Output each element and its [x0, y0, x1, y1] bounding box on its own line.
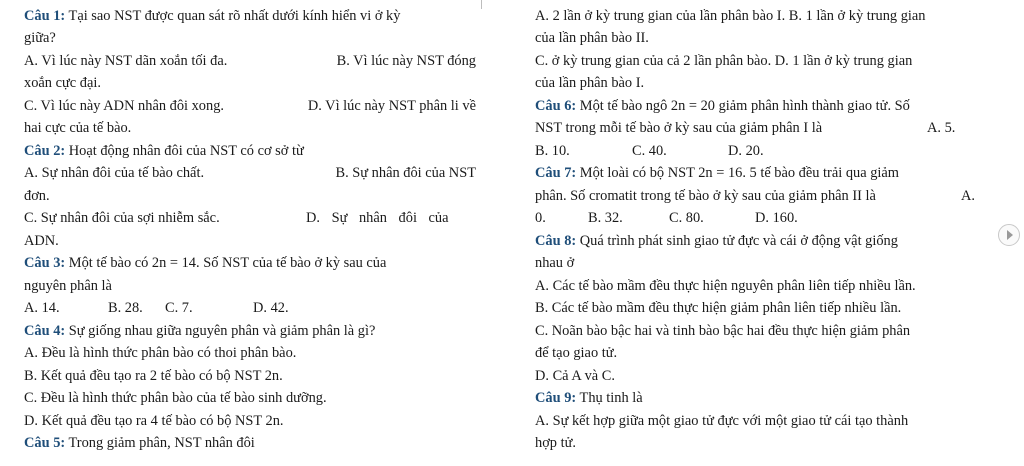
- q3-option-a: A. 14.: [24, 300, 60, 316]
- q1-line: [24, 6, 476, 27]
- q7-option-c: C. 80.: [669, 210, 704, 226]
- q2-option-d-cont: ADN.: [24, 233, 59, 249]
- q1-option-b: B. Vì lúc này NST đóng: [336, 53, 476, 69]
- q5-label: Câu 5:: [24, 435, 66, 451]
- q9-stem: Thụ tinh là: [576, 390, 643, 406]
- q1-option-a: A. Vì lúc này NST dãn xoắn tối đa.: [24, 53, 228, 69]
- q9-line: [535, 388, 980, 409]
- q4-option-d: D. Kết quả đều tạo ra 4 tế bào có bộ NST 2n.: [24, 413, 284, 429]
- q8-option-c-cont: để tạo giao tử.: [535, 345, 618, 361]
- q5-options-line3: C. ở kỳ trung gian của cả 2 lần phân bào. D. 1 lần ở kỳ trung gian: [535, 53, 913, 69]
- q1-options-cd: [24, 96, 476, 117]
- q3-stem: Một tế bào có 2n = 14. Số NST của tế bào ở kỳ sau của: [65, 255, 387, 271]
- q8-line: [535, 231, 980, 252]
- q2-option-b-cont: đơn.: [24, 188, 50, 204]
- q1-option-d-cont: hai cực của tế bào.: [24, 120, 132, 136]
- q2-options-ab: [24, 163, 476, 184]
- q8-option-b: B. Các tế bào mầm đều thực hiện giảm phân liên tiếp nhiều lần.: [535, 300, 902, 316]
- q3-label: Câu 3:: [24, 255, 66, 271]
- q8-stem: Quá trình phát sinh giao tử đực và cái ở động vật giống: [576, 233, 898, 249]
- q2-label: Câu 2:: [24, 143, 66, 159]
- q6-option-c: C. 40.: [632, 143, 667, 159]
- q6-stem-cont: NST trong mỗi tế bào ở kỳ sau của giảm phân I là: [535, 120, 823, 136]
- q6-option-b: B. 10.: [535, 143, 570, 159]
- q7-stem-cont-row: [535, 186, 980, 207]
- q6-label: Câu 6:: [535, 98, 577, 114]
- q1-stem: Tại sao NST được quan sát rõ nhất dưới kính hiển vi ở kỳ: [65, 8, 401, 24]
- q1-option-b-cont: xoắn cực đại.: [24, 75, 101, 91]
- q3-option-b: B. 28.: [108, 300, 143, 316]
- q6-stem-cont-row: [535, 118, 980, 139]
- q8-label: Câu 8:: [535, 233, 577, 249]
- q9-option-a: A. Sự kết hợp giữa một giao tử đực với một giao tử cái tạo thành: [535, 413, 909, 429]
- q7-option-b: B. 32.: [588, 210, 623, 226]
- q6-option-d: D. 20.: [728, 143, 764, 159]
- q6-stem: Một tế bào ngô 2n = 20 giảm phân hình thành giao tử. Số: [576, 98, 910, 114]
- q4-stem: Sự giống nhau giữa nguyên phân và giảm phân là gì?: [65, 323, 376, 339]
- q2-stem: Hoạt động nhân đôi của NST có cơ sở từ: [65, 143, 304, 159]
- q3-options: [24, 298, 476, 319]
- q6-option-a: A. 5.: [927, 120, 956, 136]
- q1-option-c: C. Vì lúc này ADN nhân đôi xong.: [24, 98, 224, 114]
- q7-option-a-head: A.: [961, 188, 975, 204]
- q2-option-c: C. Sự nhân đôi của sợi nhiễm sắc.: [24, 210, 220, 226]
- q9-label: Câu 9:: [535, 390, 577, 406]
- q6-options: [535, 141, 980, 162]
- q7-line: [535, 163, 980, 184]
- q5-options-line2: của lần phân bào II.: [535, 30, 649, 46]
- q8-stem-cont: nhau ở: [535, 255, 575, 271]
- q3-option-c: C. 7.: [165, 300, 193, 316]
- q3-stem-cont: nguyên phân là: [24, 278, 112, 294]
- q4-label: Câu 4:: [24, 323, 66, 339]
- q2-option-b: B. Sự nhân đôi của NST: [335, 165, 476, 181]
- q1-option-d: D. Vì lúc này NST phân li về: [307, 98, 476, 114]
- q1-options-ab: [24, 51, 476, 72]
- q8-option-a: A. Các tế bào mầm đều thực hiện nguyên phân liên tiếp nhiều lần.: [535, 278, 916, 294]
- q7-option-d: D. 160.: [755, 210, 798, 226]
- q7-stem: Một loài có bộ NST 2n = 16. 5 tế bào đều trải qua giảm: [576, 165, 899, 181]
- q8-option-c: C. Noãn bào bậc hai và tinh bào bậc hai đều thực hiện giảm phân: [535, 323, 911, 339]
- q5-options-line4: của lần phân bào I.: [535, 75, 645, 91]
- q7-stem-cont: phân. Số cromatit trong tế bào ở kỳ sau của giảm phân II là: [535, 188, 876, 204]
- q4-option-b: B. Kết quả đều tạo ra 2 tế bào có bộ NST 2n.: [24, 368, 283, 384]
- q1-label: Câu 1:: [24, 8, 66, 24]
- q4-option-a: A. Đều là hình thức phân bào có thoi phân bào.: [24, 345, 297, 361]
- q7-label: Câu 7:: [535, 165, 577, 181]
- q7-options: [535, 208, 980, 229]
- q7-option-a-tail: 0.: [535, 210, 546, 226]
- q2-option-d: D. Sự nhân đôi của: [306, 210, 449, 226]
- q8-option-d: D. Cả A và C.: [535, 368, 615, 384]
- q6-line: [535, 96, 980, 117]
- play-circle-icon[interactable]: [998, 224, 1020, 246]
- q9-option-a-cont: hợp tử.: [535, 435, 576, 451]
- q4-line: [24, 321, 476, 342]
- q3-option-d: D. 42.: [253, 300, 289, 316]
- q2-line: [24, 141, 476, 162]
- q4-option-c: C. Đều là hình thức phân bào của tế bào sinh dưỡng.: [24, 390, 327, 406]
- q5-line: [24, 433, 476, 454]
- q3-line: [24, 253, 476, 274]
- q5-options-line1: A. 2 lần ở kỳ trung gian của lần phân bào I. B. 1 lần ở kỳ trung gian: [535, 8, 926, 24]
- q1-stem-cont: giữa?: [24, 30, 56, 46]
- q2-option-a: A. Sự nhân đôi của tế bào chất.: [24, 165, 205, 181]
- cursor-tick: [481, 0, 482, 9]
- q2-options-cd: [24, 208, 476, 229]
- q5-stem: Trong giảm phân, NST nhân đôi: [65, 435, 255, 451]
